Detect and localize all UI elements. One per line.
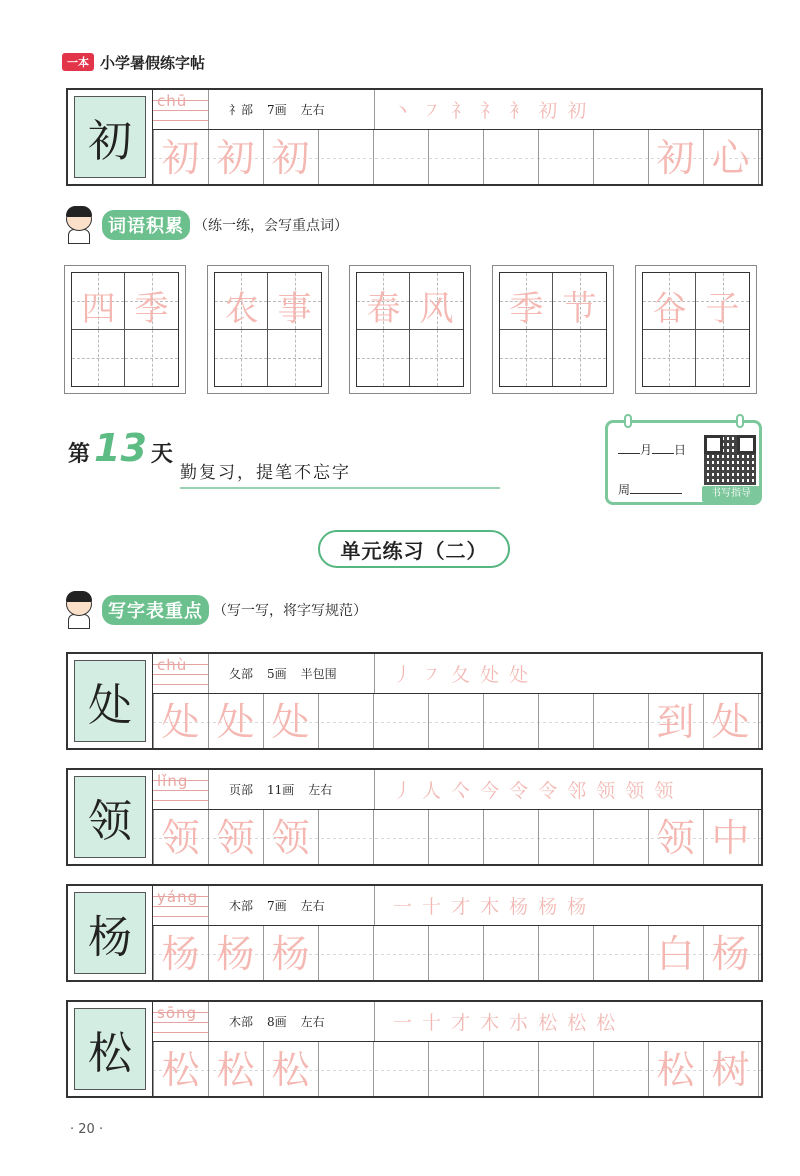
trace-char: 初 [271,136,310,180]
page-header [62,52,205,72]
pinyin-text: chū [157,92,188,110]
trace-char: 初 [161,136,200,180]
structure: 左右 [308,783,333,797]
word-box[interactable] [207,265,329,394]
word-char: 季 [509,289,544,329]
char-row-yang [66,884,763,982]
trace-char: 松 [216,1048,255,1092]
stroke-order: 丿 ㇇ 夂 处 处 [393,664,531,686]
pinyin-box [153,770,209,809]
page-number: · 20 · [70,1122,104,1137]
char-meta [209,770,375,809]
write-section-title [62,590,367,630]
word-char: 松 [656,1048,695,1092]
char-row-chu4 [66,652,763,750]
word-char: 到 [656,700,695,744]
week-label: 周 [618,483,631,497]
trace-char: 处 [161,700,200,744]
model-char: 初 [74,96,146,178]
day-motto: 勤复习，提笔不忘字 [180,458,500,489]
pinyin-text: lǐng [157,772,189,790]
radical: 页部 [229,783,254,797]
char-row-chu [66,88,763,186]
char-row-song [66,1000,763,1098]
stroke-count: 7画 [267,103,287,117]
day-label: 日 [674,443,687,457]
model-char: 领 [74,776,146,858]
writing-grid[interactable] [153,926,761,980]
ring-icon [624,414,632,428]
word-box[interactable] [492,265,614,394]
radical: 木部 [229,1015,254,1029]
word-char: 处 [711,700,750,744]
boy-icon [62,205,98,245]
writing-grid[interactable] [153,1042,761,1096]
word-char: 农 [224,289,259,329]
radical: 礻部 [229,103,254,117]
radical: 木部 [229,899,254,913]
pinyin-text: chù [157,656,188,674]
stroke-order: 一 十 才 木 杨 杨 杨 [393,896,589,918]
pinyin-box [153,654,209,693]
word-char: 谷 [652,289,687,329]
word-char: 树 [711,1048,750,1092]
book-title: 小学暑假练字帖 [100,53,206,72]
qr-label: 书写指导 [702,486,760,502]
writing-grid[interactable] [153,694,761,748]
word-char: 节 [562,289,597,329]
section-subtitle: （练一练，会写重点词） [194,218,348,234]
char-meta [209,1002,375,1041]
trace-char: 初 [216,136,255,180]
model-char: 处 [74,660,146,742]
writing-grid[interactable] [153,810,761,864]
structure: 左右 [300,1015,325,1029]
trace-char: 领 [216,816,255,860]
day-number: 13 [94,426,147,470]
trace-char: 松 [161,1048,200,1092]
pinyin-box [153,1002,209,1041]
section-subtitle: （写一写，将字写规范） [213,603,367,619]
vocab-section-title [62,205,348,245]
model-char: 松 [74,1008,146,1090]
word-char: 春 [366,289,401,329]
page-number-text: 20 [78,1122,95,1137]
section-title: 写字表重点 [102,595,209,625]
structure: 左右 [300,899,325,913]
date-line[interactable] [618,441,686,458]
structure: 半包围 [300,667,337,681]
stroke-count: 7画 [267,899,287,913]
stroke-count: 11画 [267,783,295,797]
trace-char: 杨 [271,932,310,976]
day-heading [68,426,173,470]
word-char: 心 [711,136,750,180]
word-char: 初 [656,136,695,180]
month-label: 月 [640,443,653,457]
boy-icon [62,590,98,630]
word-char: 四 [81,289,116,329]
model-char: 杨 [74,892,146,974]
trace-char: 松 [271,1048,310,1092]
date-card [605,420,762,505]
pinyin-text: yáng [157,888,199,906]
trace-char: 领 [271,816,310,860]
stroke-order: 丶 ㇇ 礻 礻 衤 初 初 [393,100,589,122]
trace-char: 领 [161,816,200,860]
char-meta [209,654,375,693]
word-box[interactable] [635,265,757,394]
stroke-order: 一 十 才 木 朩 松 松 松 [393,1012,618,1034]
char-row-ling [66,768,763,866]
word-char: 中 [711,816,750,860]
trace-char: 杨 [161,932,200,976]
word-char: 子 [705,289,740,329]
word-box[interactable] [64,265,186,394]
char-meta [209,886,375,925]
week-line[interactable] [618,481,682,498]
structure: 左右 [300,103,325,117]
writing-grid[interactable] [153,130,761,184]
pinyin-box [153,886,209,925]
char-meta [209,90,375,129]
day-prefix: 第 [68,442,91,467]
model-char-box [68,90,153,184]
trace-char: 处 [216,700,255,744]
word-char: 白 [656,932,695,976]
word-char: 杨 [711,932,750,976]
word-char: 季 [134,289,169,329]
pinyin-box [153,90,209,129]
ring-icon [736,414,744,428]
stroke-count: 8画 [267,1015,287,1029]
day-suffix: 天 [150,442,173,467]
trace-char: 杨 [216,932,255,976]
pinyin-text: sōng [157,1004,198,1022]
word-char: 事 [277,289,312,329]
word-box[interactable] [349,265,471,394]
stroke-count: 5画 [267,667,287,681]
unit-title: 单元练习（二） [318,530,510,568]
qr-code-icon[interactable] [704,435,756,485]
radical: 夂部 [229,667,254,681]
trace-char: 处 [271,700,310,744]
word-char: 领 [656,816,695,860]
brand-badge: 一本 [62,53,94,71]
section-title: 词语积累 [102,210,190,240]
word-char: 风 [419,289,454,329]
stroke-order: 丿 人 亽 今 令 令 邻 领 领 领 [393,780,676,802]
